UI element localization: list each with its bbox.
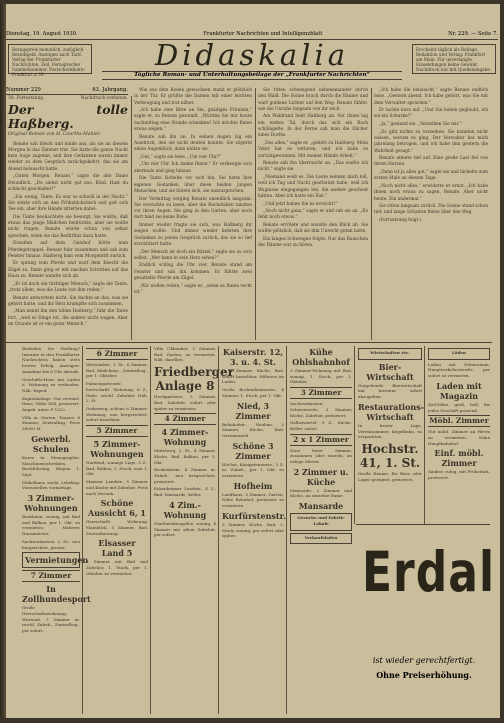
ad-heading-6-zimmer: 6 Zimmer bbox=[86, 348, 148, 360]
ads-rule bbox=[354, 346, 355, 524]
ads-separator bbox=[6, 342, 492, 343]
ads-column-5: Kühe Ohlshahnhof 3 Zimmer-Wohnung mit Bad, sonnig, 1. Stock, per 1. Oktober. 3 Zimmer Sachsenhausen, Schweizerstr., 3 Zimmer, Küche, Zubehör, preiswert. Gallusviertel, 3 Z., Küche, Keller, sofort. 2 x 1 Zimmer Zwei leere Zimmer, zusammen oder einzeln, an ruhige Mieter. 2 Zimmer u. Küche Mansarde, 2 Zimmer und Küche, an einzelne Dame. Mansarde Gesuche und Fabrik-Lokale Verkaufsladen bbox=[290, 346, 352, 714]
ad-kurfuerstenstr: Kurfürstenstr. bbox=[222, 510, 286, 521]
header-date: Dienstag, 19. August 1930. bbox=[6, 31, 78, 37]
ad-2-zimmer-kueche: 2 Zimmer u. Küche bbox=[293, 466, 349, 487]
ad-wirtschaften-box: Wirtschaften etc. bbox=[358, 348, 422, 360]
ads-column-6: Wirtschaften etc. Bier-Wirtschaft Gutgehende Bierwirtschaft mit Inventar sofort abzugeben. Restaurations-Wirtschaft In bester Lage, Vereinszimmer, Kegelbahn, zu verpachten. Hochstr. 41, 1. St. Große Räume, für Büro oder Lager geeignet, preiswert. bbox=[358, 350, 425, 482]
ad-bier-wirtschaft: Bier-Wirtschaft bbox=[366, 361, 414, 382]
serial-column-1: 30. Fortsetzung. Nachdruck verboten. Der tolle Haßberg. Original-Roman von H. Courths-Mahler. Renate sah bleich und müde aus, als sie an diesem Morgen in das Zimmer trat. Sie hatte die ganze Nacht kein Auge zugetan, und ihre Gedanken waren immer wieder zu dem Gespräch zurückgekehrt, das sie am Abend belauscht hatte. „Guten Morgen, Renate,“ sagte die alte Dame freundlich. „Du siehst nicht gut aus, Kind. Hast du schlecht geschlafen?“ „Ein wenig, Tante. Es war so schwül in der Nacht.“ Sie setzte sich an den Frühstückstisch und goß sich Tee ein, aber ihre Hände zitterten dabei. Die Tante beobachtete sie besorgt. Sie wußte, daß etwas das junge Mädchen bedrückte, aber sie wollte nicht fragen. Renate würde schon von selbst sprechen, wenn sie das Bedürfnis dazu hatte. Draußen auf dem Gutshof hörte man Pferdegetrappel. Renate fuhr zusammen und sah zum Fenster hinaus. Haßberg kam vom Morgenritt zurück. Er sprang vom Pferde und warf dem Knecht die Zügel zu. Dann ging er mit raschen Schritten auf das Haus zu. Renate wandte sich ab. „Er ist doch ein tüchtiger Mensch,“ sagte die Tante, „trotz allem, was die Leute von ihm reden.“ Renate antwortete nicht. Sie dachte an das, was sie gehört hatte, und ihr Herz krampfte sich zusammen. „Man nennt ihn den tollen Haßberg,“ fuhr die Tante fort, „weil er Dinge tut, die andere nicht wagen. Aber im Grunde ist er ein guter Mensch.“ bbox=[8, 96, 128, 327]
serial-title: Der tolle Haßberg. bbox=[8, 102, 128, 132]
ad-heading-3-zimmer: 3 Zimmer bbox=[290, 387, 352, 399]
ad-mansarde: Mansarde bbox=[298, 501, 344, 512]
column-rule bbox=[371, 88, 372, 340]
ad-hofheim: Hofheim bbox=[233, 480, 273, 491]
ad-einf-moebl: Einf. möbl. Zimmer bbox=[434, 448, 484, 469]
masthead-notice-right: Erscheint täglich als Beilage. Redaktion und Verlag: Frankfurt am Main. Für unverlangte Einsendungen keine Gewähr. Nachdruck nur mit Quellenangabe. bbox=[412, 44, 496, 74]
header-paper: Frankfurter Nachrichten und Intelligenzblatt bbox=[203, 31, 323, 37]
header-page: Nr. 229. — Seite 7. bbox=[448, 31, 498, 37]
serial-column-3: Sie ritten schweigend nebeneinander durch den Wald. Die Sonne brach durch die Bäume und warf goldene Lichter auf den Weg. Renate fühlte, wie die Unruhe langsam von ihr wich. Am Waldrand hielt Haßberg an. Vor ihnen lag ein weites Tal, durch das sich ein Bach schlängelte. In der Ferne sah man die Dächer eines Dorfes. „Das alles,“ sagte er, „gehört zu Haßberg. Mein Vater hat es verloren, und ich habe es zurückgewonnen. Mit meiner Hände Arbeit.“ Renate sah ihn überrascht an. „Das wußte ich nicht,“ sagte sie. „Niemand weiß es. Die Leute nennen mich toll, weil ich Tag und Nacht gearbeitet habe, weil ich Wagnisse eingegangen bin, die andere gescheut hätten. Aber ich hatte ein Ziel.“ „Und jetzt haben Sie es erreicht?“ „Noch nicht ganz,“ sagte er und sah sie an. „Es fehlt noch etwas.“ Renate errötete und wandte den Blick ab. Sie wußte plötzlich, daß sie ihm Unrecht getan hatte. Ein langes Schweigen folgte. Nur das Rauschen der Bäume war zu hören. bbox=[258, 88, 368, 249]
erdal-price-note: Ohne Preiserhöhung. bbox=[376, 670, 472, 680]
ad-vermietungen-box: Vermietungen bbox=[22, 552, 80, 568]
ad-nied: Nied, 3 Zimmer bbox=[235, 400, 271, 421]
ad-schoene-3-zimmer: Schöne 3 Zimmer bbox=[232, 440, 274, 461]
serial-column-2: Wie aus dem Boden gewachsen stand er plötzlich in der Tür. Er grüßte die Damen mit einer leichten Verbeugung und trat näher. „Ich habe eine Bitte an Sie, gnädiges Fräulein,“ sagte er, zu Renate gewandt. „Würden Sie mir heute nachmittag eine Stunde schenken? Ich möchte Ihnen etwas zeigen.“ Renate sah ihn an. In seinen Augen lag ein Ausdruck, den sie nicht deuten konnte. Sie zögerte einen Augenblick, dann nickte sie. „Gut,“ sagte sie leise. „Um vier Uhr?“ „Um vier Uhr. Ich danke Ihnen.“ Er verbeugte sich abermals und ging hinaus. Die Tante lächelte vor sich hin. Sie hatte ihre eigenen Gedanken über diese beiden jungen Menschen, und sie hütete sich, sie auszusprechen. Der Vormittag verging Renate unendlich langsam. Sie versuchte zu lesen, aber die Buchstaben tanzten vor ihren Augen. Sie ging in den Garten, aber auch dort fand sie keine Ruhe. Immer wieder fragte sie sich, was Haßberg ihr zeigen wollte. Und immer wieder kehrten ihre Gedanken zu jenem Gespräch zurück, das sie so tief erschüttert hatte. „Der Mensch ist doch ein Rätsel,“ sagte sie zu sich selbst. „Wer kann in sein Herz sehen?“ Endlich schlug die Uhr vier. Renate stand am Fenster und sah ihn kommen. Er führte zwei gesattelte Pferde am Zügel. „Wir wollen reiten,“ sagte er, „wenn es Ihnen recht ist.“ bbox=[134, 88, 252, 295]
ad-hochstrasse: Hochstr. 41, 1. St. bbox=[359, 441, 421, 470]
masthead bbox=[6, 40, 498, 84]
ad-5-zimmer-wohnungen: 5 Zimmer-Wohnungen bbox=[90, 439, 144, 460]
ad-schoene-aussicht: Schöne Aussicht 6, 1 bbox=[88, 498, 146, 519]
ad-laden-magazin: Laden mit Magazin bbox=[436, 380, 482, 401]
ads-column-2: 6 Zimmer Westendstr., 1. St., 6 Zimmer, Bad, Mädchenz., Zentralhzg., per 1. Oktober. Palmengartenstr., herrschaftl. Wohnung, 6 Z., Diele, reichl. Zubehör. Näh. 2. St. Oederweg, schöne 6 Zimmer-Wohnung, neu hergerichtet, sofort beziehbar. 5 Zimmer 5 Zimmer-Wohnungen Nordend, sonnige Lage, 5 Z., Bad, Balkon, 2. Stock, zum 1. Okt. Mainzer Landstr., 5 Zimmer und Küche mit Zubehör. Preis nach Vereinb. Schöne Aussicht 6, 1 Herrschaftl. Wohnung, Mainblick, 5 Zimmer, Bad, Zentralheizung. Elsasser Land 5 5 Zimmer mit Bad und Zubehör, 1. Stock, per 1. Oktober zu vermieten. bbox=[86, 349, 148, 576]
ads-column-1: Bedürfen Sie Stellung? Inserate in den Frankfurter Nachrichten haben stets besten Erfolg. Anzeigen-Annahme bis 6 Uhr abends. Geschäfts-Haus mit Laden u. Wohnung zu verkaufen. Näh. Exped. Kapitalanlage. Gut verzinsl. Haus, Nähe Zeil, preiswert. Angeb. unter F 1522. Villa m. Garten, Taunus, 8 Zimmer, Zentralhzg. Preis 38000 M. Gewerbl. Schulen Kurse in Stenographie, Maschinenschreiben, Buchführung. Beginn 1. Sept. Möbelhaus sucht Lehrling. Vorzustellen vormittags. 3 Zimmer-Wohnungen Bornheim, sonnig, mit Bad und Balkon, per 1. Okt. zu vermieten. Näheres Hausmeister. Sachsenhausen, 2. St., neu hergerichtet, preisw. Vermietungen 7 Zimmer In Zollhundesport Große Herrschaftswohnung, Westend, 7 Zimmer m. reichl. Zubeh., Zentralhzg., per sofort. bbox=[22, 346, 91, 634]
ad-elsasser-land: Elsasser Land 5 bbox=[98, 538, 136, 559]
issue-volume: 63. Jahrgang. bbox=[92, 87, 128, 93]
ads-rule bbox=[218, 346, 219, 714]
ad-heading-2x1-zimmer: 2 x 1 Zimmer bbox=[290, 434, 352, 446]
ads-column-4: Kaiserstr. 12, 3. u. 4. St. Je 4 Zimmer, Küche, Bad, sofort beziehbar. Näheres im Laden. Große Bockenheimerstr., 4 Zimmer, 1. Stock, per 1. Okt. Nied, 3 Zimmer Bahnhofstr., Neubau, 3 Zimmer, Küche, Bad, Gartenanteil. Schöne 3 Zimmer Höchst, Königsteinerstr., 3 Z. m. Zubeh., per 1. Okt. zu vermieten. Hofheim Landhaus, 3 Zimmer, Garten, Nähe Bahnhof, preiswert zu vermieten. Kurfürstenstr. 3 Zimmer, Küche, Bad, 2. Stock, sonnig, per sofort oder später. bbox=[222, 347, 286, 539]
serial-column-4: „Ich habe Sie belauscht,“ sagte Renate endlich leise. „Gestern abend. Ich habe gehört, was Sie mit dem Verwalter sprachen.“ Er lachte kurz auf. „Und Sie haben geglaubt, ich sei ein Schurke?“ „Ja,“ gestand sie. „Verzeihen Sie mir.“ „Es gibt nichts zu verzeihen. Sie konnten nicht wissen, worum es ging. Der Verwalter hat mich jahrelang betrogen, und ich habe ihm gestern die Wahrheit gesagt.“ Renate atmete tief auf. Eine große Last fiel von ihrem Herzen. „Dann ist ja alles gut,“ sagte sie und lächelte zum ersten Male an diesem Tage. „Noch nicht alles,“ erwiderte er ernst. „Ich habe Ihnen noch etwas zu sagen, Renate. Aber nicht heute. Ein andermal.“ Sie ritten langsam zurück. Die Sonne stand schon tief, und lange Schatten fielen über den Weg. (Fortsetzung folgt.) bbox=[374, 88, 488, 224]
ads-rule bbox=[286, 346, 287, 714]
ads-column-3: Villa Uhlandstr. 5 Zimmer, Bad, Garten, zu vermieten. Näh. daselbst. Friedberger Anlage 8 Hochparterre, 5 Zimmer, Bad, Zubehör, sofort oder später zu vermieten. 4 Zimmer 4 Zimmer-Wohnung Mittelweg, 2. St., 4 Zimmer, Küche, Bad, Balkon, per 1. Okt. Bockenheim, 4 Zimmer m. Zubeh., neu hergerichtet, preiswert. Eckenheimer Landstr., 4 Z., Bad, Mansarde, Keller. 4 Zim.-Wohnung Günthersburgallee, sonnig, 4 Zimmer mit allem Zubehör, per sofort. bbox=[154, 346, 234, 538]
ad-restaurations: Restaurations-Wirtschaft bbox=[358, 401, 425, 422]
page-bottom-edge bbox=[0, 718, 504, 723]
ad-gesuche-box: Gesuche und Fabrik-Lokale bbox=[290, 513, 352, 530]
issue-line bbox=[6, 86, 128, 95]
serial-part: 30. Fortsetzung. bbox=[8, 96, 45, 101]
ad-vier-zimmer-wohnung: 4 Zimmer-Wohnung bbox=[161, 427, 209, 448]
ad-zollhundesport: In Zollhundesport bbox=[22, 584, 91, 605]
column-rule bbox=[131, 96, 132, 340]
ads-column-7: Läden Laden mit Nebenraum, Hauptverkehrsstraße, per sofort zu vermieten. Laden mit Magazin Zeil-Nähe, groß, hell, für jedes Geschäft passend. Möbl. Zimmer Gut möbl. Zimmer an Herrn zu vermieten. Nähe Hauptbahnhof. Einf. möbl. Zimmer Sauber, ruhig, mit Frühstück, preiswert. bbox=[428, 350, 490, 481]
serial-reprint: Nachdruck verboten. bbox=[80, 96, 128, 101]
ad-laeden-box: Läden bbox=[428, 348, 490, 360]
masthead-subtitle: Tägliche Roman- und Unterhaltungsbeilage der „Frankfurter Nachrichten“ bbox=[102, 71, 402, 80]
masthead-title: Didaskalia bbox=[155, 38, 349, 72]
masthead-notice-left: Bezugspreis monatlich, zuzüglich Bestellgeld. Anzeigen nach Tarif. Verlag der Frankfurter Nachrichten, Zeil. Fernsprecher Sammelnummer. Postscheckkonto Frankfurt a. M. bbox=[8, 44, 92, 74]
erdal-slogan: ist wieder gerechtfertigt. bbox=[372, 656, 476, 665]
column-rule bbox=[255, 88, 256, 340]
erdal-brand: Erdal bbox=[362, 541, 496, 605]
erdal-advertisement bbox=[356, 524, 496, 710]
issue-number: Nummer 229 bbox=[6, 87, 41, 93]
ad-heading-7-zimmer: 7 Zimmer bbox=[22, 570, 80, 582]
ad-4-zim-wohnung: 4 Zim.-Wohnung bbox=[163, 499, 207, 520]
ad-zimmer-wohnungen: 3 Zimmer-Wohnungen bbox=[24, 493, 78, 514]
ad-verkaufsladen-box: Verkaufsladen bbox=[290, 533, 352, 545]
ads-rule bbox=[424, 346, 425, 524]
ad-kuehe-ohlshahnhof: Kühe Ohlshahnhof bbox=[292, 347, 350, 367]
ad-heading-5-zimmer: 5 Zimmer bbox=[86, 425, 148, 437]
serial-copyright: Original-Roman von H. Courths-Mahler. bbox=[8, 132, 101, 138]
ad-friedberger-anlage: Friedberger Anlage 8 bbox=[154, 365, 234, 394]
ad-kaiserstrasse: Kaiserstr. 12, 3. u. 4. St. bbox=[222, 347, 284, 367]
ad-heading-moebl-zimmer: Möbl. Zimmer bbox=[429, 416, 489, 426]
ads-rule bbox=[82, 346, 83, 714]
ad-heading-4-zimmer: 4 Zimmer bbox=[154, 413, 216, 425]
ads-rule bbox=[150, 346, 151, 714]
ad-schulen: Gewerbl. Schulen bbox=[31, 433, 71, 454]
